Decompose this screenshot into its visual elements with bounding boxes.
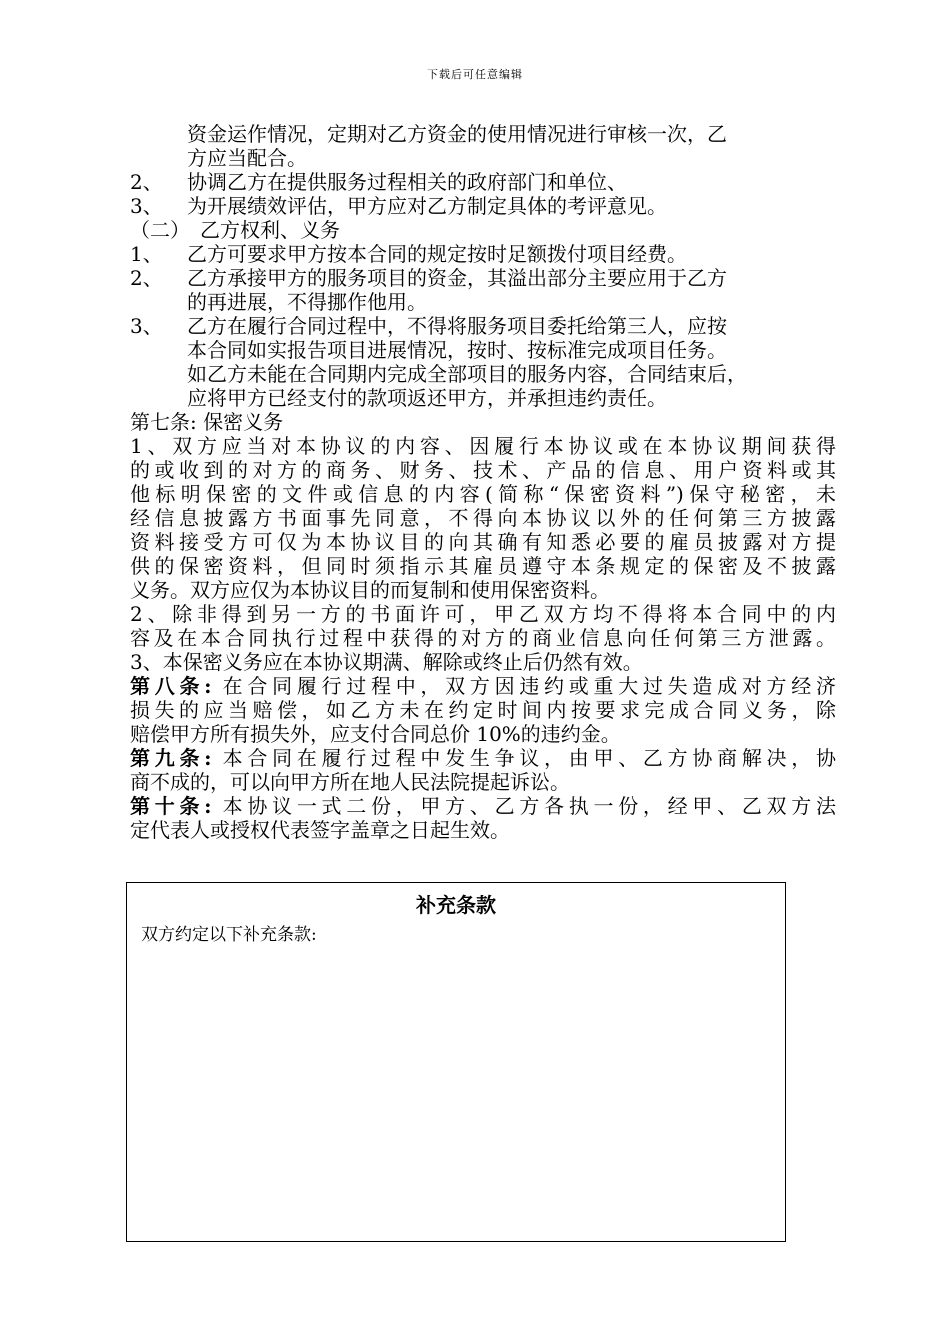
clause-text: 义务。双方应仅为本协议目的而复制和使用保密资料。 xyxy=(130,578,610,602)
clause-text: 供的保密资料，但同时须指示其雇员遵守本条规定的保密及不披露 xyxy=(130,554,836,578)
clause-text: 的或收到的对方的商务、财务、技术、产品的信息、用户资料或其 xyxy=(130,458,836,482)
articles xyxy=(130,674,836,842)
clause-line xyxy=(130,146,836,170)
clause-text: 资料接受方可仅为本协议目的向其确有知悉必要的雇员披露对方提 xyxy=(130,530,836,554)
clause-text: 方应当配合。 xyxy=(187,146,307,170)
clause-text: 2、除非得到另一方的书面许可，甲乙双方均不得将本合同中的内 xyxy=(130,602,836,626)
article-label: 第十条: xyxy=(130,794,212,818)
article-line: 赔偿甲方所有损失外，应支付合同总价 10%的违约金。 xyxy=(130,722,621,746)
article-label: 第九条: xyxy=(130,746,212,770)
clause-text: 3、本保密义务应在本协议期满、解除或终止后仍然有效。 xyxy=(130,650,643,674)
clause-line xyxy=(130,482,836,506)
clause-text: 为开展绩效评估，甲方应对乙方制定具体的考评意见。 xyxy=(187,194,667,218)
clause-line xyxy=(130,266,836,290)
clause-text: 1、双方应当对本协议的内容、因履行本协议或在本协议期间获得 xyxy=(130,434,836,458)
clause-text: 经信息披露方书面事先同意，不得向本协议以外的任何第三方披露 xyxy=(130,506,836,530)
contract-body xyxy=(130,122,836,842)
clause-line xyxy=(130,650,836,674)
supplement-title: 补充条款 xyxy=(416,893,496,917)
article-text: 在合同履行过程中，双方因违约或重大过失造成对方经济 xyxy=(211,674,836,698)
clause-text: 应将甲方已经支付的款项返还甲方，并承担违约责任。 xyxy=(187,386,667,410)
clause-text: （二） 乙方权利、义务 xyxy=(130,218,340,242)
clause-line xyxy=(130,626,836,650)
clause-line xyxy=(130,602,836,626)
clause-line xyxy=(130,458,836,482)
clause-text: 容及在本合同执行过程中获得的对方的商业信息向任何第三方泄露。 xyxy=(130,626,836,650)
clause-number: 3、 xyxy=(130,314,163,338)
article-line: 商不成的，可以向甲方所在地人民法院提起诉讼。 xyxy=(130,770,570,794)
clause-text: 资金运作情况，定期对乙方资金的使用情况进行审核一次，乙 xyxy=(187,122,727,146)
clause-text: 乙方可要求甲方按本合同的规定按时足额拨付项目经费。 xyxy=(187,242,687,266)
clause-text: 第七条: 保密义务 xyxy=(130,410,284,434)
clause-text: 他标明保密的文件或信息的内容(简称“保密资料”)保守秘密，未 xyxy=(130,482,836,506)
clause-line xyxy=(130,170,836,194)
clause-line xyxy=(130,578,836,602)
page-header: 下载后可任意编辑 xyxy=(427,68,523,81)
article-line: 损失的应当赔偿，如乙方未在约定时间内按要求完成合同义务，除 xyxy=(130,698,836,722)
clause-number: 2、 xyxy=(130,266,163,290)
clause-text: 如乙方未能在合同期内完成全部项目的服务内容，合同结束后， xyxy=(187,362,747,386)
supplement-subtitle: 双方约定以下补充条款: xyxy=(141,925,317,945)
supplement-box xyxy=(126,882,786,1242)
clause-number: 3、 xyxy=(130,194,163,218)
clause-line xyxy=(130,410,836,434)
clause-line xyxy=(130,386,836,410)
article-line: 定代表人或授权代表签字盖章之日起生效。 xyxy=(130,818,510,842)
clause-line xyxy=(130,122,836,146)
clause-text: 乙方在履行合同过程中，不得将服务项目委托给第三人，应按 xyxy=(187,314,727,338)
clause-line xyxy=(130,242,836,266)
article-text: 本合同在履行过程中发生争议，由甲、乙方协商解决，协 xyxy=(211,746,836,770)
clause-text: 协调乙方在提供服务过程相关的政府部门和单位、 xyxy=(187,170,627,194)
clause-number: 1、 xyxy=(130,242,163,266)
clause-number: 2、 xyxy=(130,170,163,194)
clause-line xyxy=(130,362,836,386)
clause-line xyxy=(130,434,836,458)
clause-text: 乙方承接甲方的服务项目的资金，其溢出部分主要应用于乙方 xyxy=(187,266,727,290)
clause-line xyxy=(130,194,836,218)
clause-line xyxy=(130,338,836,362)
article-line xyxy=(130,794,836,818)
clauses xyxy=(130,122,836,674)
clause-line xyxy=(130,530,836,554)
clause-line xyxy=(130,218,836,242)
clause-line xyxy=(130,554,836,578)
clause-line xyxy=(130,314,836,338)
clause-line xyxy=(130,506,836,530)
article-label: 第八条: xyxy=(130,674,212,698)
article-line xyxy=(130,746,836,770)
clause-text: 的再进展，不得挪作他用。 xyxy=(187,290,427,314)
article-line xyxy=(130,674,836,698)
article-text: 本协议一式二份，甲方、乙方各执一份，经甲、乙双方法 xyxy=(211,794,836,818)
clause-text: 本合同如实报告项目进展情况，按时、按标准完成项目任务。 xyxy=(187,338,727,362)
clause-line xyxy=(130,290,836,314)
